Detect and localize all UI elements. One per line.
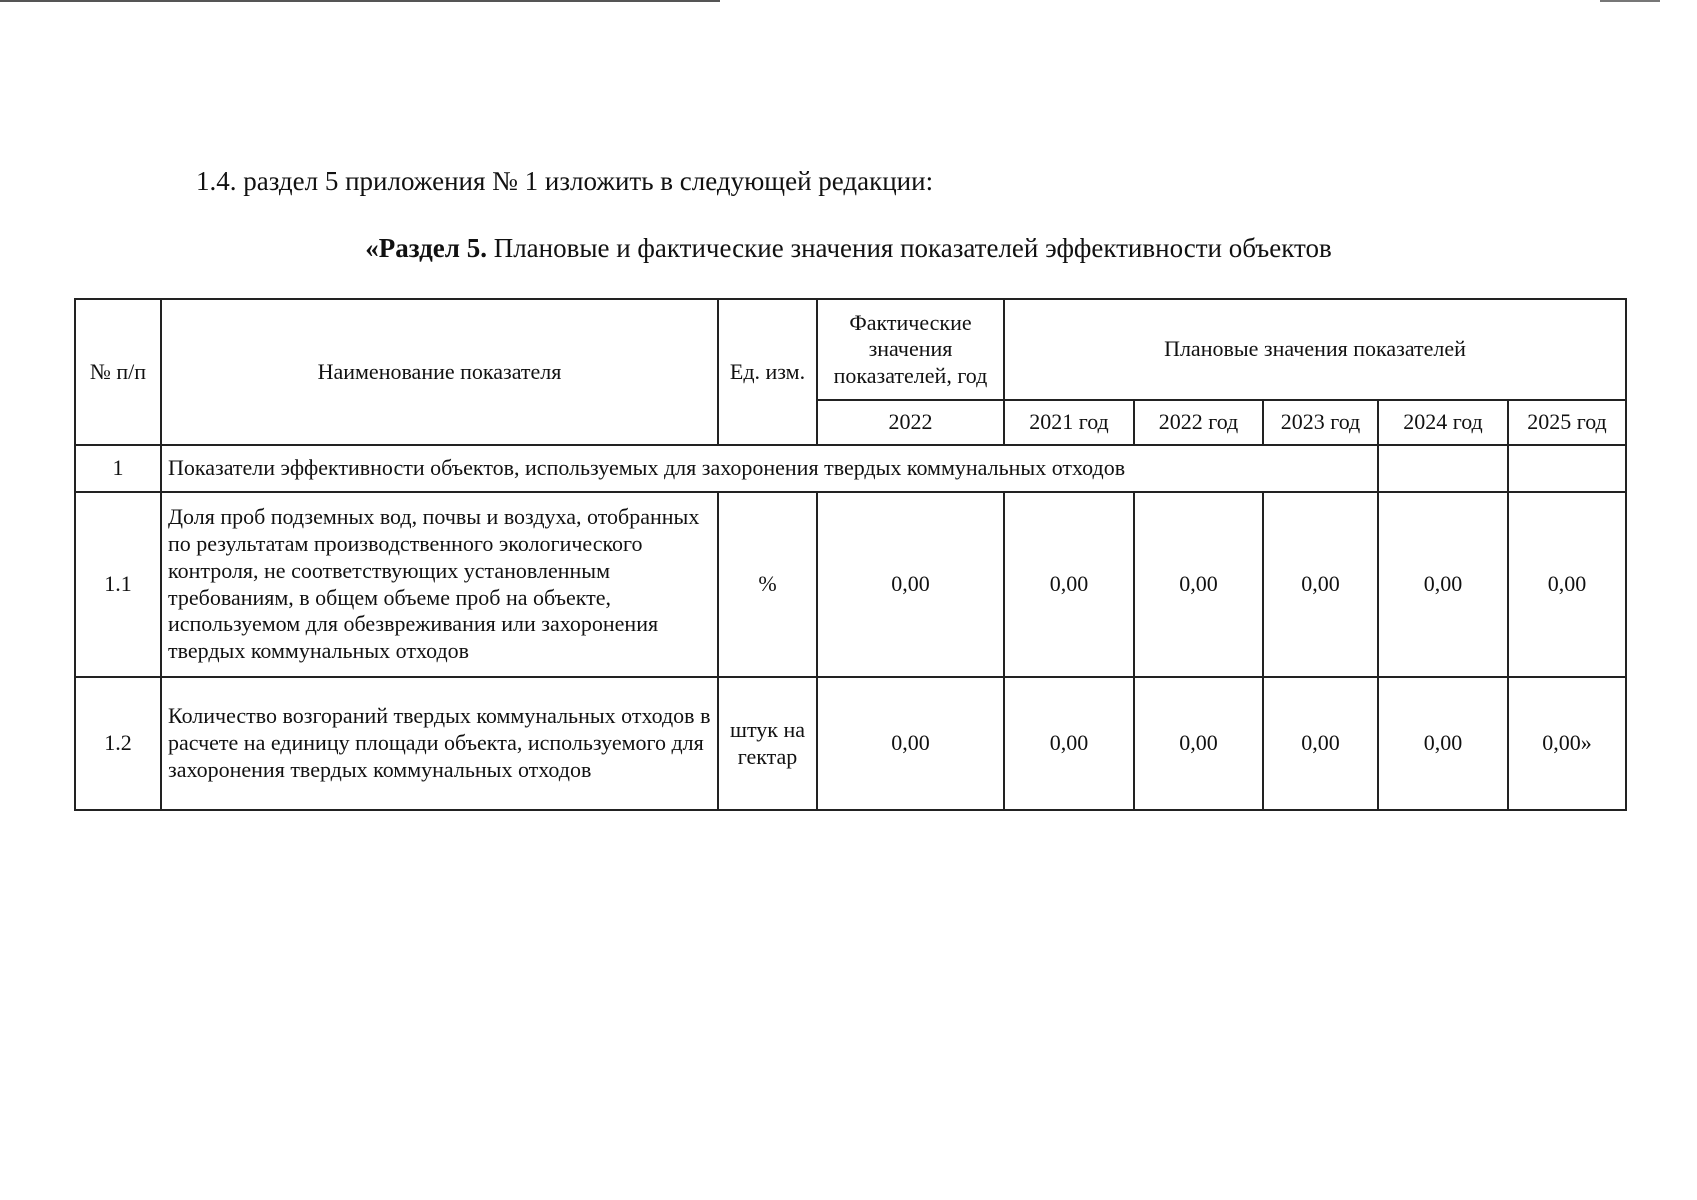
table-row [75, 677, 1626, 810]
header-planned-year: 2022 год [1134, 400, 1263, 445]
header-planned-year: 2024 год [1378, 400, 1508, 445]
empty-cell [1378, 445, 1508, 492]
header-unit: Ед. изм. [718, 299, 817, 445]
header-row-1 [75, 299, 1626, 400]
table-row [75, 492, 1626, 677]
header-planned-year: 2023 год [1263, 400, 1378, 445]
intro-text: 1.4. раздел 5 приложения № 1 изложить в следующей редакции: [196, 166, 934, 196]
row-name: Количество возгораний твердых коммунальных отходов в расчете на единицу площади объекта, используемого для захоронения твердых коммунальных отходов [161, 677, 718, 810]
row-planned-value: 0,00 [1134, 677, 1263, 810]
row-unit: % [718, 492, 817, 677]
row-planned-value: 0,00 [1004, 677, 1134, 810]
section-title [0, 233, 1697, 264]
header-planned-year: 2021 год [1004, 400, 1134, 445]
row-num: 1.1 [75, 492, 161, 677]
row-planned-value: 0,00 [1134, 492, 1263, 677]
kpi-table [74, 298, 1627, 811]
row-actual-value: 0,00 [817, 492, 1004, 677]
header-num: № п/п [75, 299, 161, 445]
row-planned-value: 0,00» [1508, 677, 1626, 810]
section-row-num: 1 [75, 445, 161, 492]
section-row [75, 445, 1626, 492]
row-planned-value: 0,00 [1378, 492, 1508, 677]
empty-cell [1508, 445, 1626, 492]
row-planned-value: 0,00 [1508, 492, 1626, 677]
header-actual-year: 2022 [817, 400, 1004, 445]
header-actual: Фактические значения показателей, год [817, 299, 1004, 400]
row-planned-value: 0,00 [1263, 677, 1378, 810]
header-planned: Плановые значения показателей [1004, 299, 1626, 400]
row-num: 1.2 [75, 677, 161, 810]
row-planned-value: 0,00 [1004, 492, 1134, 677]
section-row-name: Показатели эффективности объектов, используемых для захоронения твердых коммунальных отходов [161, 445, 1378, 492]
header-name: Наименование показателя [161, 299, 718, 445]
row-planned-value: 0,00 [1263, 492, 1378, 677]
row-unit: штук на гектар [718, 677, 817, 810]
row-name: Доля проб подземных вод, почвы и воздуха, отобранных по результатам производственного экологического контроля, не соответствующих установленным требованиям, в общем объеме проб на объекте, используемом для обезвреживания или захоронения твердых коммунальных отходов [161, 492, 718, 677]
row-actual-value: 0,00 [817, 677, 1004, 810]
top-rule-right [1600, 0, 1660, 2]
top-rule [0, 0, 720, 2]
row-planned-value: 0,00 [1378, 677, 1508, 810]
section-title-lead: «Раздел 5. [365, 233, 487, 263]
header-planned-year: 2025 год [1508, 400, 1626, 445]
section-title-rest: Плановые и фактические значения показателей эффективности объектов [486, 233, 1332, 263]
